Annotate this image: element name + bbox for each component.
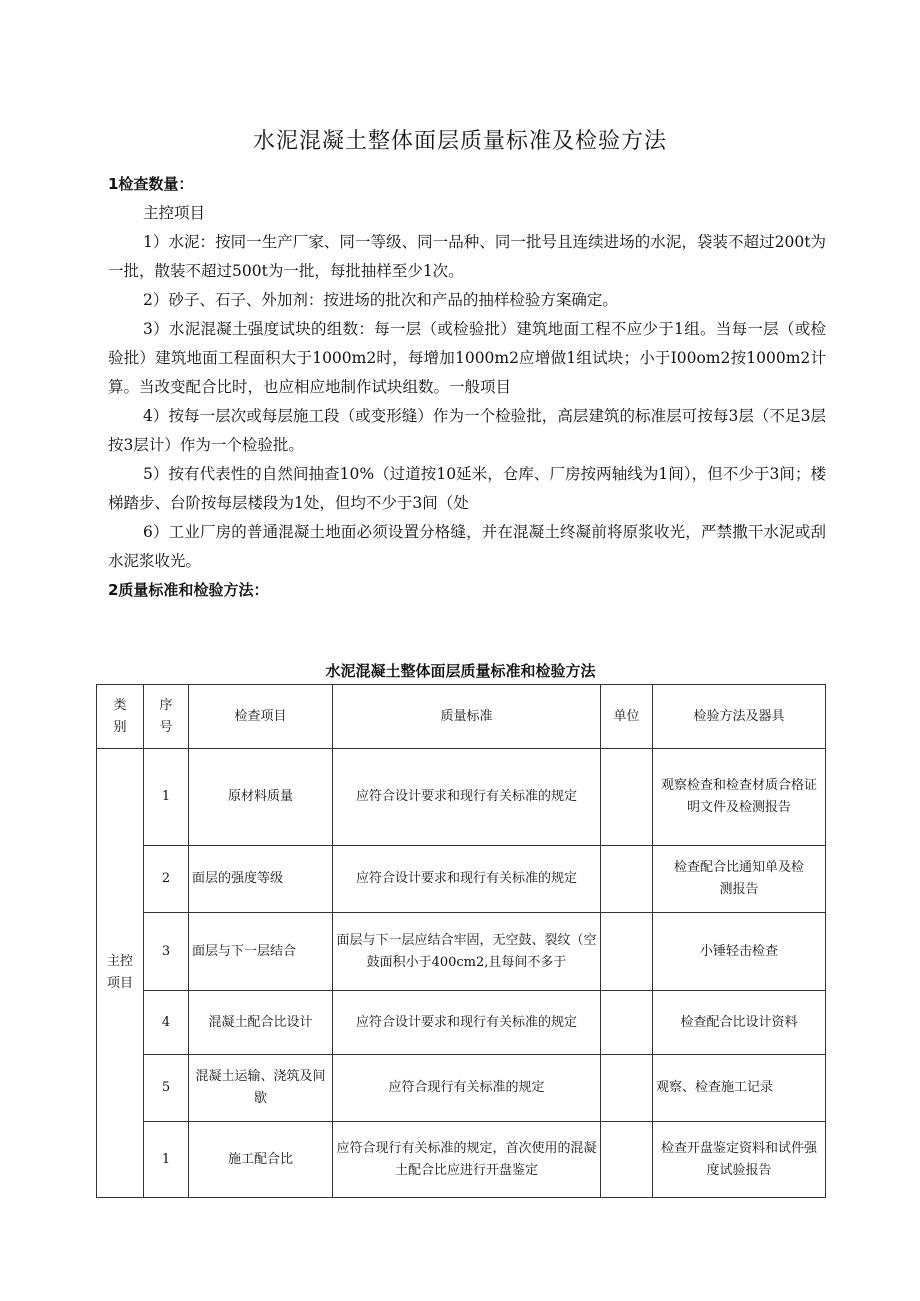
row-unit xyxy=(601,991,653,1055)
row-standard: 应符合现行有关标准的规定，首次使用的混凝土配合比应进行开盘鉴定 xyxy=(333,1122,601,1198)
row-standard: 面层与下一层应结合牢固，无空鼓、裂纹（空鼓面积小于400cm2,且每间不多于 xyxy=(333,913,601,991)
header-category: 类 别 xyxy=(97,685,144,749)
section-2-heading: 2质量标准和检验方法： xyxy=(108,581,269,599)
category-cell: 主控项目 xyxy=(97,749,144,1198)
row-number: 4 xyxy=(144,991,189,1055)
row-number: 1 xyxy=(144,749,189,846)
row-method: 小锤轻击检查 xyxy=(653,913,826,991)
main-control-items-label: 主控项目 xyxy=(143,204,206,222)
row-item: 混凝土运输、浇筑及间歇 xyxy=(189,1055,333,1122)
table-row xyxy=(97,913,826,991)
header-standard: 质量标准 xyxy=(333,685,601,749)
row-number: 2 xyxy=(144,846,189,913)
document-title: 水泥混凝土整体面层质量标准及检验方法 xyxy=(252,129,667,154)
row-standard: 应符合现行有关标准的规定 xyxy=(333,1055,601,1122)
row-method: 检查开盘鉴定资料和试件强度试验报告 xyxy=(653,1122,826,1198)
header-method: 检验方法及器具 xyxy=(653,685,826,749)
quantity-item-5: 5）按有代表性的自然间抽查10%（过道按10延米，仓库、厂房按两轴线为1间），但不少于3间；楼梯踏步、台阶按每层楼段为1处，但均不少于3间（处 xyxy=(108,465,826,512)
row-item: 施工配合比 xyxy=(189,1122,333,1198)
inspection-quantity-section xyxy=(108,170,826,605)
row-item: 面层与下一层结合 xyxy=(189,913,333,991)
table-title: 水泥混凝土整体面层质量标准和检验方法 xyxy=(325,662,596,680)
table-row xyxy=(97,749,826,846)
row-method: 观察、检查施工记录 xyxy=(653,1055,826,1122)
quantity-item-2: 2）砂子、石子、外加剂：按进场的批次和产品的抽样检验方案确定。 xyxy=(143,291,618,309)
header-number: 序 号 xyxy=(144,685,189,749)
row-standard: 应符合设计要求和现行有关标准的规定 xyxy=(333,749,601,846)
row-unit xyxy=(601,913,653,991)
quantity-item-4: 4）按每一层次或每层施工段（或变形缝）作为一个检验批，高层建筑的标准层可按每3层（不足3层按3层计）作为一个检验批。 xyxy=(108,407,826,454)
row-unit xyxy=(601,749,653,846)
row-item: 面层的强度等级 xyxy=(189,846,333,913)
quantity-item-6: 6）工业厂房的普通混凝土地面必须设置分格缝，并在混凝土终凝前将原浆收光，严禁撒干水泥或刮水泥浆收光。 xyxy=(108,523,826,570)
row-standard: 应符合设计要求和现行有关标准的规定 xyxy=(333,846,601,913)
section-1-heading: 1检查数量： xyxy=(108,175,194,193)
row-number: 5 xyxy=(144,1055,189,1122)
header-unit: 单位 xyxy=(601,685,653,749)
row-method: 观察检查和检查材质合格证明文件及检测报告 xyxy=(653,749,826,846)
quality-standard-table xyxy=(96,684,826,1198)
row-item: 原材料质量 xyxy=(189,749,333,846)
row-standard: 应符合设计要求和现行有关标准的规定 xyxy=(333,991,601,1055)
table-row xyxy=(97,846,826,913)
row-unit xyxy=(601,1055,653,1122)
row-item: 混凝土配合比设计 xyxy=(189,991,333,1055)
table-header-row xyxy=(97,685,826,749)
table-row xyxy=(97,1055,826,1122)
header-item: 检查项目 xyxy=(189,685,333,749)
row-unit xyxy=(601,846,653,913)
row-unit xyxy=(601,1122,653,1198)
table-row xyxy=(97,991,826,1055)
table-row xyxy=(97,1122,826,1198)
row-method: 检查配合比通知单及检测报告 xyxy=(653,846,826,913)
quantity-item-3: 3）水泥混凝土强度试块的组数：每一层（或检验批）建筑地面工程不应少于1组。当每一层（或检验批）建筑地面工程面积大于1000m2时，每增加1000m2应增做1组试块；小于I00om2按1000m2计算。当改变配合比时，也应相应地制作试块组数。一般项目 xyxy=(108,320,826,396)
row-method: 检查配合比设计资料 xyxy=(653,991,826,1055)
row-number: 3 xyxy=(144,913,189,991)
row-number: 1 xyxy=(144,1122,189,1198)
quantity-item-1: 1）水泥：按同一生产厂家、同一等级、同一品种、同一批号且连续进场的水泥，袋装不超过200t为一批，散装不超过500t为一批，每批抽样至少1次。 xyxy=(108,233,826,280)
